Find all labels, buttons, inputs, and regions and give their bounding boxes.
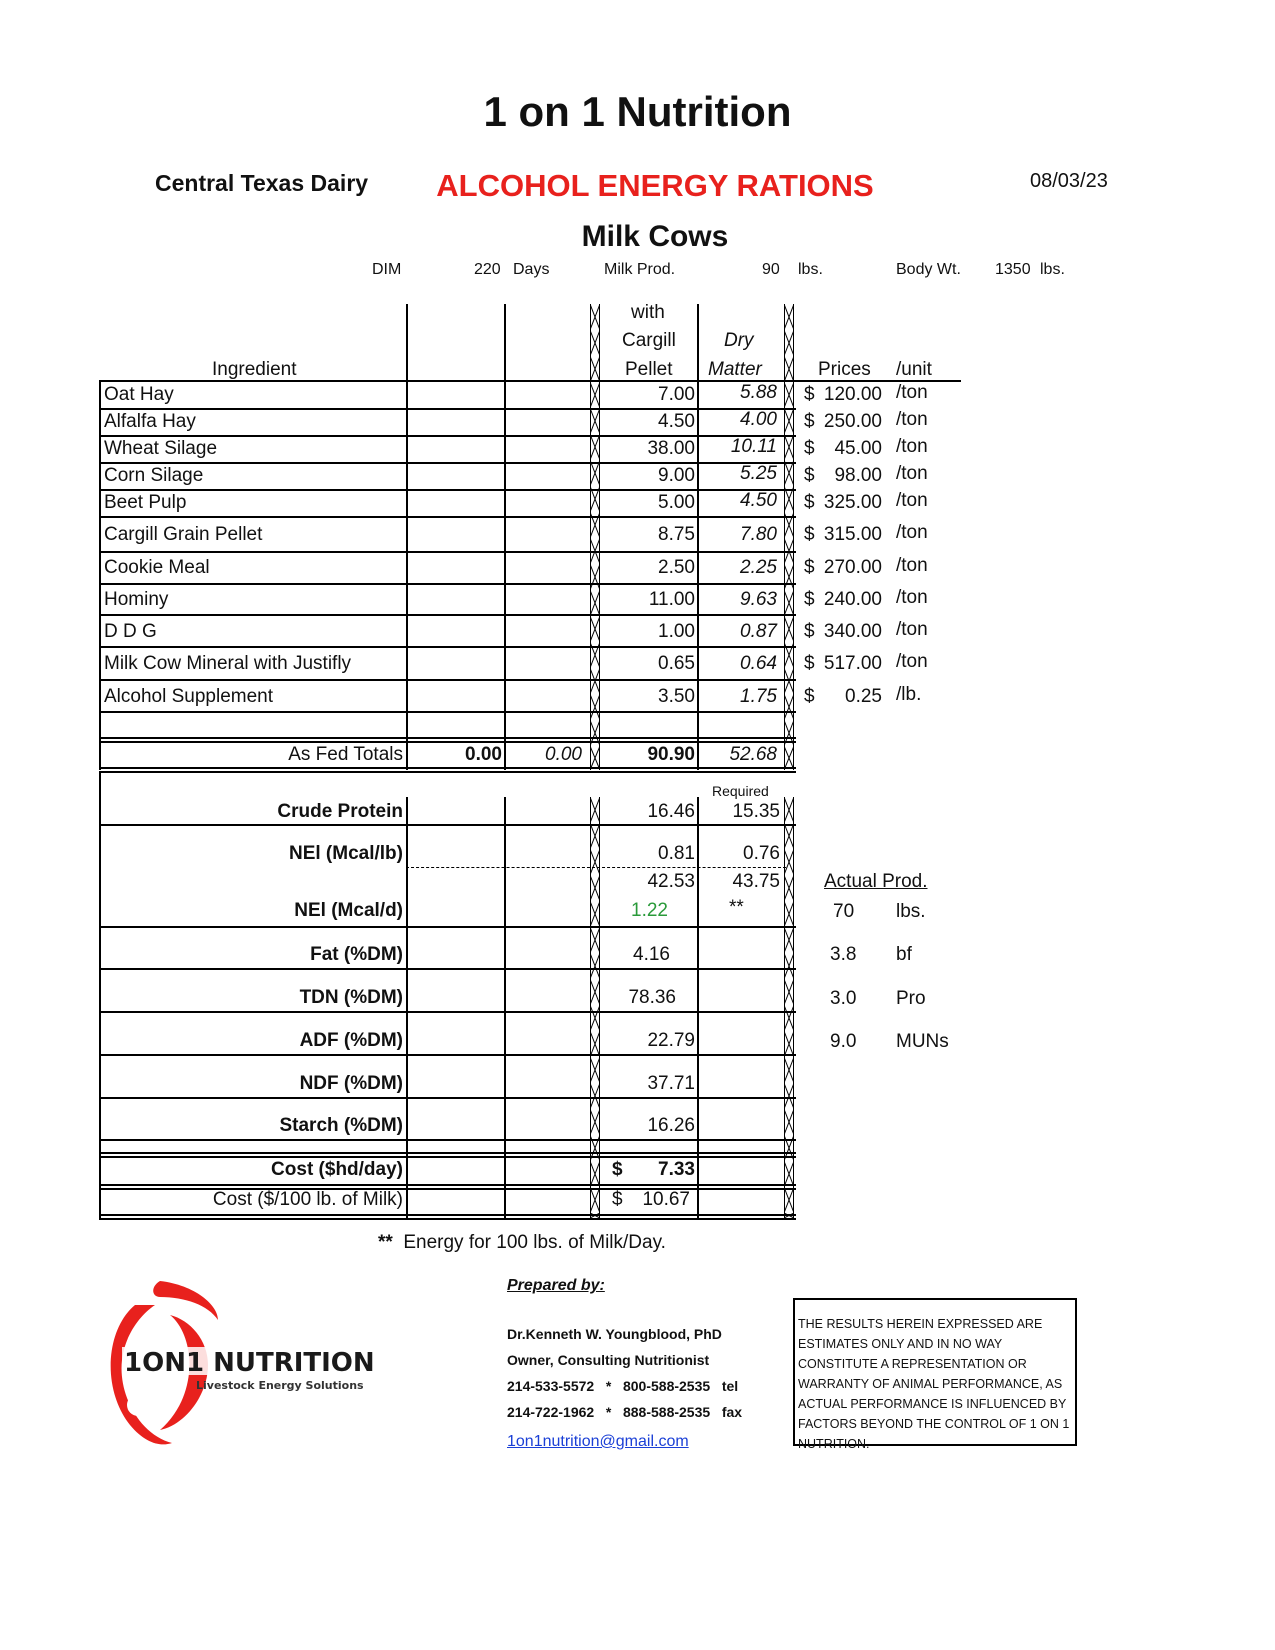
- ingredient-unit: /ton: [896, 490, 928, 511]
- ingredient-unit: /lb.: [896, 684, 922, 705]
- ingredient-price: 240.00: [823, 589, 882, 610]
- nel-d-required: 43.75: [732, 871, 780, 892]
- nel-ratio: 1.22: [631, 900, 668, 921]
- ingredient-price: 250.00: [823, 411, 882, 432]
- dollar-sign: $: [612, 1189, 623, 1210]
- ingredient-unit: /ton: [896, 409, 928, 430]
- page-title: 1 on 1 Nutrition: [483, 88, 792, 135]
- preparer-fax: 214-722-1962 * 888-588-2535 fax: [507, 1404, 743, 1420]
- dollar-sign: $: [804, 589, 815, 610]
- logo-tagline: Livestock Energy Solutions: [196, 1379, 364, 1392]
- dim-unit: Days: [513, 261, 550, 278]
- actual-label: Pro: [896, 988, 926, 1009]
- disclaimer-box: THE RESULTS HEREIN EXPRESSED ARE ESTIMATES ONLY AND IN NO WAY CONSTITUTE A REPRESENTATION OR WARRANTY OF ANIMAL PERFORMANCE, AS ACTUAL PERFORMANCE IS INFLUENCED BY FACTORS BEYOND THE CONTROL OF 1 ON 1 NUTRITION.: [793, 1298, 1077, 1446]
- fat-value: 4.16: [633, 944, 670, 965]
- footnote-text: Energy for 100 lbs. of Milk/Day.: [403, 1232, 666, 1253]
- ingredient-price: 325.00: [823, 492, 882, 513]
- totals-label: As Fed Totals: [288, 744, 403, 765]
- ingredient-pellet: 9.00: [658, 465, 695, 486]
- ingredient-price: 98.00: [834, 465, 882, 486]
- col-pellet-line3: Pellet: [625, 359, 673, 380]
- dollar-sign: $: [804, 621, 815, 642]
- starch-label: Starch (%DM): [279, 1115, 403, 1136]
- dollar-sign: $: [804, 384, 815, 405]
- report-date: 08/03/23: [1030, 170, 1108, 192]
- ingredient-name: Alcohol Supplement: [104, 686, 273, 707]
- ingredient-pellet: 2.50: [658, 557, 695, 578]
- ingredient-dm: 10.11: [730, 436, 777, 457]
- ingredient-name: Milk Cow Mineral with Justifly: [104, 653, 352, 674]
- footnote-mark: **: [378, 1232, 393, 1253]
- dollar-sign: $: [804, 465, 815, 486]
- actual-label: bf: [896, 944, 912, 965]
- nel-d-value: 42.53: [647, 871, 695, 892]
- ingredient-unit: /ton: [896, 587, 928, 608]
- ingredient-dm: 7.80: [740, 524, 777, 545]
- ingredient-name: Beet Pulp: [104, 492, 187, 513]
- ingredient-pellet: 5.00: [658, 492, 695, 513]
- col-prices: Prices: [818, 359, 871, 380]
- col-dm-line1: Dry: [724, 330, 754, 351]
- dollar-sign: $: [804, 492, 815, 513]
- milk-label: Milk Prod.: [604, 261, 676, 278]
- ingredient-name: Alfalfa Hay: [104, 411, 196, 432]
- ingredient-dm: 2.25: [740, 557, 777, 578]
- fat-label: Fat (%DM): [310, 944, 403, 965]
- actual-value: 70: [833, 901, 855, 922]
- dollar-sign: $: [804, 653, 815, 674]
- ingredient-dm: 1.75: [740, 686, 777, 707]
- col-dm-line2: Matter: [708, 359, 762, 380]
- actual-label: MUNs: [896, 1031, 949, 1052]
- ingredient-pellet: 8.75: [658, 524, 695, 545]
- ingredient-dm: 0.87: [740, 621, 777, 642]
- bodywt-value: 1350: [995, 261, 1031, 278]
- ingredient-unit: /ton: [896, 463, 928, 484]
- ingredient-name: Cookie Meal: [104, 557, 210, 578]
- milk-unit: lbs.: [798, 261, 823, 278]
- ingredient-pellet: 7.00: [658, 384, 695, 405]
- starch-value: 16.26: [647, 1115, 695, 1136]
- dollar-sign: $: [804, 411, 815, 432]
- actual-value: 9.0: [830, 1031, 857, 1052]
- bodywt-unit: lbs.: [1040, 261, 1065, 278]
- page-subtitle: Milk Cows: [581, 220, 729, 253]
- ndf-value: 37.71: [647, 1073, 695, 1094]
- cost-milk-label: Cost ($/100 lb. of Milk): [212, 1189, 403, 1210]
- adf-label: ADF (%DM): [299, 1030, 403, 1051]
- logo-text: 1ON1 NUTRITION: [124, 1348, 375, 1378]
- dollar-sign: $: [804, 557, 815, 578]
- dollar-sign: $: [804, 438, 815, 459]
- ingredient-unit: /ton: [896, 555, 928, 576]
- ingredient-price: 45.00: [834, 438, 882, 459]
- ingredient-pellet: 3.50: [658, 686, 695, 707]
- ingredient-price: 315.00: [823, 524, 882, 545]
- dim-value: 220: [474, 261, 501, 278]
- totals-dm: 52.68: [729, 744, 777, 765]
- col-ingredient: Ingredient: [212, 359, 297, 380]
- cost-hd-value: 7.33: [658, 1159, 695, 1180]
- adf-value: 22.79: [647, 1030, 695, 1051]
- dim-label: DIM: [372, 261, 402, 278]
- ingredient-unit: /ton: [896, 619, 928, 640]
- bodywt-label: Body Wt.: [896, 261, 961, 278]
- farm-name: Central Texas Dairy: [155, 170, 369, 196]
- preparer-phone: 214-533-5572 * 800-588-2535 tel: [507, 1378, 739, 1394]
- totals-col-a: 0.00: [465, 744, 502, 765]
- cost-hd-label: Cost ($hd/day): [271, 1159, 403, 1180]
- nel-d-label: NEl (Mcal/d): [294, 900, 403, 921]
- ingredient-unit: /ton: [896, 651, 928, 672]
- ingredient-dm: 4.00: [740, 409, 777, 430]
- email-link[interactable]: 1on1nutrition@gmail.com: [507, 1433, 689, 1450]
- dollar-sign: $: [612, 1159, 623, 1180]
- col-unit: /unit: [896, 359, 932, 380]
- actual-prod-title: Actual Prod.: [824, 871, 928, 892]
- crude-protein-value: 16.46: [647, 801, 695, 822]
- totals-col-b: 0.00: [545, 744, 582, 765]
- prepared-heading: Prepared by:: [507, 1277, 605, 1294]
- cost-milk-value: 10.67: [642, 1189, 690, 1210]
- ingredient-pellet: 11.00: [648, 589, 695, 610]
- ration-title: ALCOHOL ENERGY RATIONS: [436, 168, 874, 203]
- milk-value: 90: [762, 261, 780, 278]
- actual-value: 3.8: [830, 944, 857, 965]
- ingredient-pellet: 4.50: [658, 411, 695, 432]
- nel-lb-label: NEl (Mcal/lb): [288, 843, 403, 864]
- tdn-value: 78.36: [628, 987, 676, 1008]
- ingredient-name: Corn Silage: [104, 465, 204, 486]
- company-logo: [100, 1275, 405, 1450]
- ingredient-pellet: 0.65: [658, 653, 695, 674]
- ingredient-unit: /ton: [896, 436, 928, 457]
- ingredient-unit: /ton: [896, 522, 928, 543]
- ingredient-pellet: 38.00: [647, 438, 695, 459]
- ingredient-price: 270.00: [823, 557, 882, 578]
- tdn-label: TDN (%DM): [299, 987, 403, 1008]
- ingredient-price: 120.00: [823, 384, 882, 405]
- crude-protein-label: Crude Protein: [277, 801, 403, 822]
- ingredient-dm: 9.63: [740, 589, 777, 610]
- col-pellet-line1: with: [631, 302, 665, 323]
- ingredient-name: Wheat Silage: [104, 438, 218, 459]
- ingredient-name: Oat Hay: [104, 384, 174, 405]
- dollar-sign: $: [804, 686, 815, 707]
- ingredient-name: D D G: [104, 621, 157, 642]
- ingredient-dm: 0.64: [740, 653, 777, 674]
- dollar-sign: $: [804, 524, 815, 545]
- energy-mark: **: [729, 897, 744, 918]
- crude-protein-required: 15.35: [732, 801, 780, 822]
- actual-value: 3.0: [830, 988, 857, 1009]
- ingredient-name: Cargill Grain Pellet: [104, 524, 263, 545]
- ingredient-dm: 4.50: [740, 490, 777, 511]
- ingredient-dm: 5.88: [740, 382, 777, 403]
- ndf-label: NDF (%DM): [299, 1073, 403, 1094]
- preparer-role: Owner, Consulting Nutritionist: [507, 1352, 710, 1368]
- footnote: [378, 1232, 666, 1254]
- ingredient-price: 517.00: [823, 653, 882, 674]
- ingredient-pellet: 1.00: [658, 621, 695, 642]
- ingredient-unit: /ton: [896, 382, 928, 403]
- ingredient-dm: 5.25: [740, 463, 777, 484]
- ingredient-price: 340.00: [823, 621, 882, 642]
- required-label: Required: [712, 783, 769, 799]
- actual-label: lbs.: [896, 901, 926, 922]
- totals-pellet: 90.90: [647, 744, 695, 765]
- ingredient-price: 0.25: [845, 686, 882, 707]
- preparer-name: Dr.Kenneth W. Youngblood, PhD: [507, 1326, 722, 1342]
- ingredient-name: Hominy: [104, 589, 169, 610]
- nel-lb-value: 0.81: [658, 843, 695, 864]
- nel-lb-required: 0.76: [743, 843, 780, 864]
- col-pellet-line2: Cargill: [622, 330, 676, 351]
